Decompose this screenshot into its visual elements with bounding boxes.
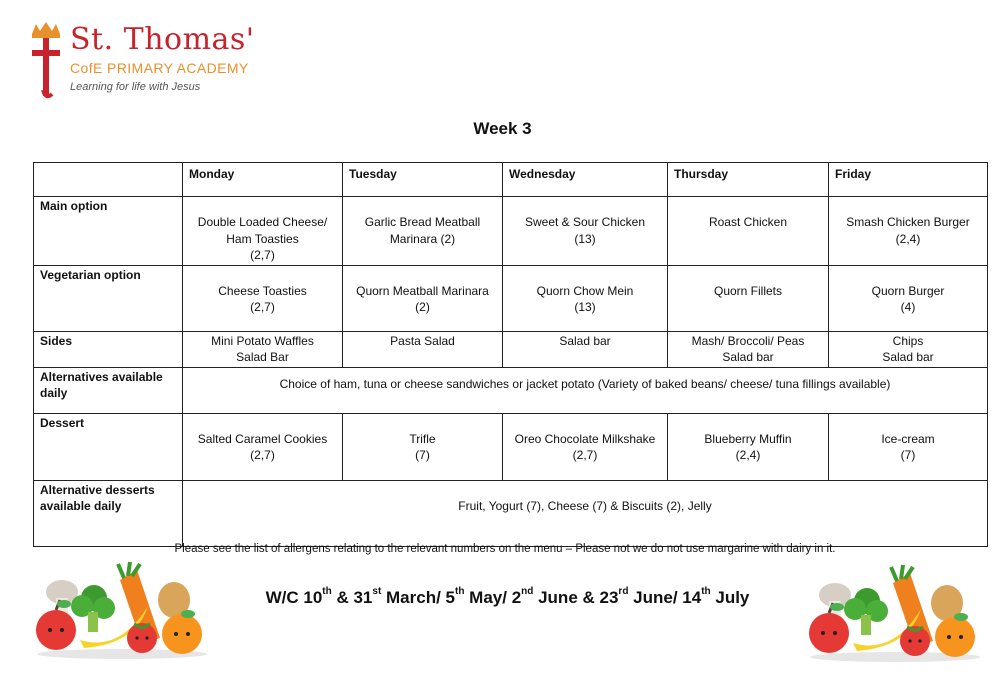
week-commencing-dates: W/C 10th & 31st March/ 5th May/ 2nd June & 23rd June/ 14th July — [265, 586, 750, 607]
table-row — [34, 197, 988, 266]
menu-cell: Cheese Toasties (2,7) — [183, 265, 343, 331]
menu-cell: Quorn Fillets — [668, 265, 829, 331]
menu-cell: Salted Caramel Cookies (2,7) — [183, 413, 343, 480]
day-header: Tuesday — [343, 163, 503, 197]
table-row — [34, 413, 988, 480]
table-row — [34, 331, 988, 367]
page-title: Week 3 — [473, 119, 532, 138]
fruit-veg-illustration-left — [32, 560, 212, 660]
row-label: Main option — [34, 197, 183, 266]
fruit-veg-illustration-right — [805, 563, 985, 663]
table-row — [34, 367, 988, 413]
day-header: Wednesday — [503, 163, 668, 197]
school-name: St. Thomas' — [70, 22, 255, 57]
menu-cell: Quorn Meatball Marinara (2) — [343, 265, 503, 331]
allergen-note: Please see the list of allergens relating to the relevant numbers on the menu – Please not we do not use margarine with dairy in it. — [174, 543, 836, 555]
row-label: Vegetarian option — [34, 265, 183, 331]
alt-desserts-cell: Fruit, Yogurt (7), Cheese (7) & Biscuits (2), Jelly — [183, 480, 988, 546]
menu-cell: Sweet & Sour Chicken (13) — [503, 197, 668, 266]
school-subtitle: CofE PRIMARY ACADEMY — [70, 60, 249, 76]
row-label: Dessert — [34, 413, 183, 480]
menu-cell: Oreo Chocolate Milkshake (2,7) — [503, 413, 668, 480]
day-header: Friday — [829, 163, 988, 197]
row-label: Alternatives available daily — [34, 367, 183, 413]
row-label: Sides — [34, 331, 183, 367]
alternatives-cell: Choice of ham, tuna or cheese sandwiches or jacket potato (Variety of baked beans/ cheese/ tuna fillings available) — [183, 367, 988, 413]
day-header: Thursday — [668, 163, 829, 197]
menu-cell: Smash Chicken Burger (2,4) — [829, 197, 988, 266]
menu-cell: Salad bar — [503, 331, 668, 367]
menu-cell: Mini Potato Waffles Salad Bar — [183, 331, 343, 367]
menu-table — [33, 162, 988, 547]
menu-cell: Chips Salad bar — [829, 331, 988, 367]
menu-cell: Garlic Bread Meatball Marinara (2) — [343, 197, 503, 266]
row-label: Alternative desserts available daily — [34, 480, 183, 546]
menu-cell: Quorn Chow Mein (13) — [503, 265, 668, 331]
table-row — [34, 480, 988, 546]
school-tagline: Learning for life with Jesus — [70, 81, 201, 93]
cross-crown-icon — [28, 20, 64, 100]
menu-cell: Double Loaded Cheese/ Ham Toasties (2,7) — [183, 197, 343, 266]
header-row — [34, 163, 988, 197]
menu-cell: Mash/ Broccoli/ Peas Salad bar — [668, 331, 829, 367]
menu-cell: Ice-cream (7) — [829, 413, 988, 480]
table-row — [34, 265, 988, 331]
menu-cell: Quorn Burger (4) — [829, 265, 988, 331]
day-header: Monday — [183, 163, 343, 197]
menu-cell: Trifle (7) — [343, 413, 503, 480]
menu-cell: Blueberry Muffin (2,4) — [668, 413, 829, 480]
header-blank — [34, 163, 183, 197]
menu-cell: Roast Chicken — [668, 197, 829, 266]
school-logo — [28, 20, 268, 100]
menu-cell: Pasta Salad — [343, 331, 503, 367]
